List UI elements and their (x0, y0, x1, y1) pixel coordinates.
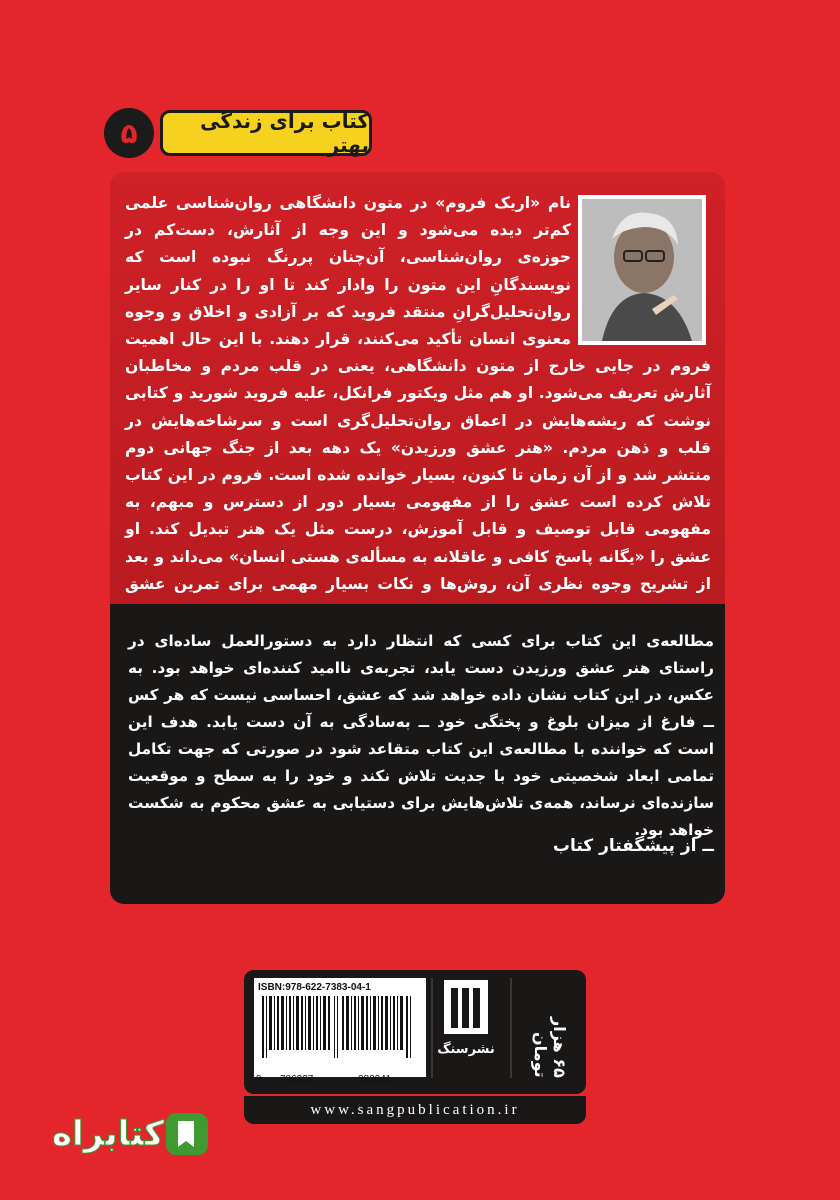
series-number-badge: ۵ (104, 108, 154, 158)
info-divider (510, 978, 512, 1078)
barcode-digit-group-2: 383041 (358, 1074, 392, 1085)
price-label: ۶۵ هزار تومان (531, 1017, 569, 1078)
excerpt-source: ــ از پیشگفتار کتاب (552, 836, 714, 856)
isbn-label: ISBN:978-622-7383-04-1 (258, 982, 371, 993)
barcode (254, 978, 426, 1085)
ketabrah-watermark (40, 1108, 210, 1160)
barcode-digit-group-1: 786227 (280, 1074, 314, 1085)
barcode-bars (258, 996, 422, 1058)
excerpt-paragraph: مطالعه‌ی این کتاب برای کسی که انتظار دارد به دستورالعمل ساده‌ای در راستای هنر عشق ورزیدن دست یابد، تجربه‌ی ناامید کننده‌ای خواهد بود. به عکس، در این کتاب نشان داده خواهد شد که عشق، احساسی نیست که هر کس ــ فارغ از میزان بلوغ و پختگی خود ــ به‌سادگی به آن دست یابد. هدف این است که خواننده با مطالعه‌ی این کتاب متقاعد شود در صورتی که جهت تکامل تمامی ابعاد شخصیتی خود با جدیت تلاش نکند و خود را به سطح و موقعیت سازنده‌ای نرساند، همه‌ی تلاش‌هایش برای دستیابی به عشق محکوم به شکست خواهد بود. (128, 632, 714, 839)
publisher-logo (436, 980, 496, 1076)
publisher-name: نشرسنگ (437, 1042, 495, 1057)
info-divider (431, 978, 433, 1078)
publisher-website: www.sangpublication.ir (244, 1096, 586, 1124)
publisher-logo-icon (444, 980, 488, 1034)
intro-paragraph: نام «اریک فروم» در متون دانشگاهی روان‌شناسی علمی کم‌تر دیده می‌شود و این وجه از آثارش، دست‌کم در حوزه‌ی روان‌شناسی، آن‌چنان پررنگ نبوده است که نویسندگانِ این متون را وادار کند تا او را در کنار سایر روان‌تحلیل‌گرانِ منتقد فروید که بر آزادی و اخلاق و وجوه معنوی انسان تأکید می‌کنند، قرار دهند. با این حال اهمیت فروم در جایی خارج از متون دانشگاهی، یعنی در قلب مردم و مخاطبان آثارش تعریف می‌شود. او هم مثل ویکتور فرانکل، علیه فروید شورید و کتابی نوشت که ریشه‌هایش در اعماق روان‌تحلیل‌گری است و سرشاخه‌هایش در قلب و ذهن مردم. «هنر عشق ورزیدن» یک دهه بعد از جنگ جهانی دوم منتشر شد و از آن زمان تا کنون، بسیار خوانده شده است. فروم در این کتاب تلاش کرده است عشق را از مفهومی بسیار دور از دسترس و مبهم، به مفهومی قابل توصیف و قابل آموزش، درست مثل یک هنر تبدیل کند. او عشق را «یگانه پاسخ کافی و عاقلانه به مسأله‌ی هستی انسان» می‌داند و بعد از تشریح وجوه نظری آن، روش‌ها و نکات بسیار مهمی برای تمرین عشق (125, 194, 711, 593)
barcode-digit-prefix: 9 (256, 1074, 262, 1085)
intro-text-block (125, 190, 711, 625)
ketabrah-logo-icon (164, 1111, 210, 1157)
price-area (520, 978, 580, 1078)
ketabrah-text: کتابراه (51, 1114, 164, 1154)
series-label: کتاب برای زندگی بهتر (160, 110, 372, 156)
